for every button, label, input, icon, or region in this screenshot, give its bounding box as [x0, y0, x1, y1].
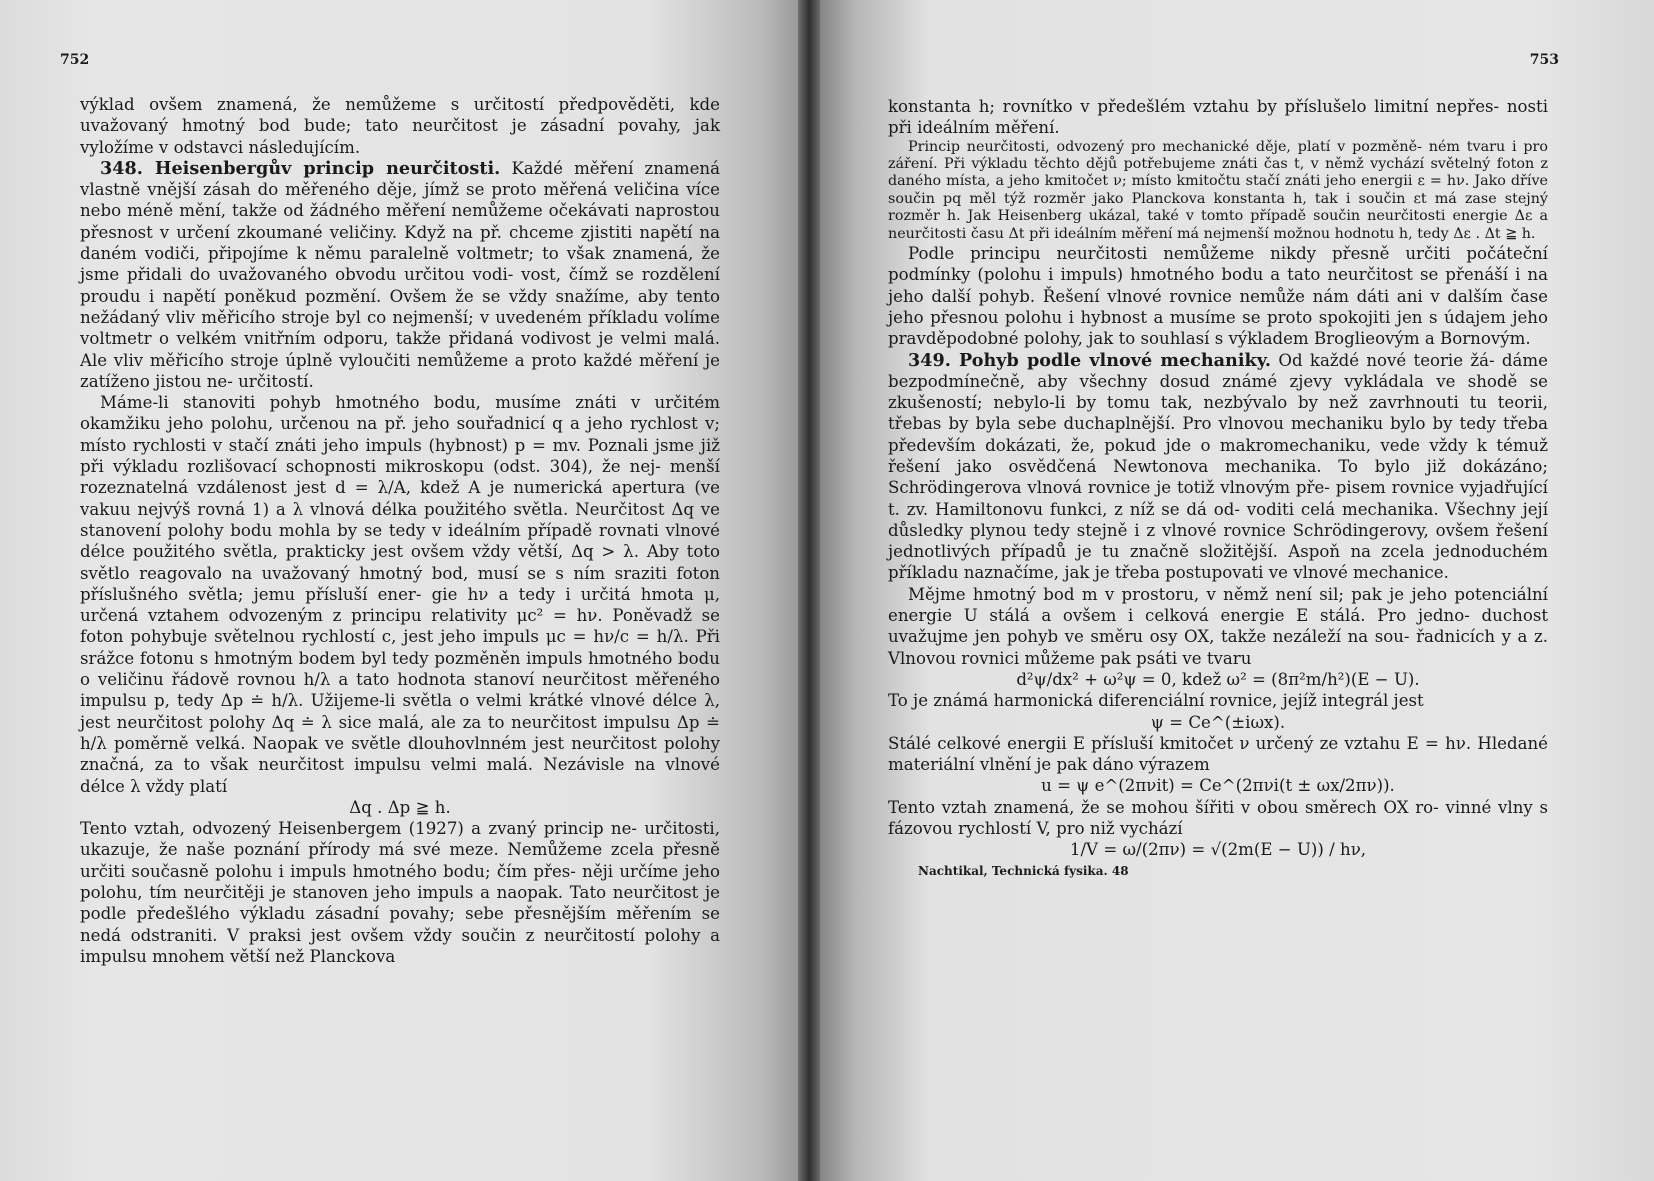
- footer: Nachtikal, Technická fysika. 48: [918, 863, 1129, 878]
- left-page-text: výklad ovšem znamená, že nemůžeme s určitostí předpověděti, kde uvažovaný hmotný bod bude; tato neurčitost je zásadní povahy, jak vyložíme v odstavci následujícím. 348. Heisenbergův princip neurčitosti. Každé měření znamená vlastně vnější zásah do měřeného děje, jímž se proto měřená veličina více nebo méně mění, takže od žádného měření nemůžeme očekávati naprostou přesnost v určení zkoumané veličiny. Když na př. chceme zjistiti napětí na daném vodiči, připojíme k němu paralelně voltmetr; to však znamená, že jsme přidali do uvažovaného obvodu určitou vodi- vost, čímž se rozdělení proudu i napětí poněkud pozmění. Ovšem že se vždy snažíme, aby tento nežádaný vliv měřicího stroje byl co nejmenší; v uvedeném příkladu volíme voltmetr o velkém vnitřním odporu, takže přidaná vodivost je velmi malá. Ale vliv měřicího stroje úplně vyloučiti nemůžeme a proto každé měření je zatíženo jistou ne- určitostí. Máme-li stanoviti pohyb hmotného bodu, musíme znáti v určitém okamžiku jeho polohu, určenou na př. jeho souřadnicí q a jeho rychlost v; místo rychlosti v stačí znáti jeho impuls (hybnost) p = mv. Poznali jsme již při výkladu rozlišovací schopnosti mikroskopu (odst. 304), že nej- menší rozeznatelná vzdálenost jest d = λ/A, kdež A je numerická apertura (ve vakuu nejvýš rovná 1) a λ vlnová délka použitého světla. Neurčitost Δq ve stanovení polohy bodu mohla by se tedy v ideálním případě rovnati vlnové délce použitého světla, prakticky jest ovšem vždy větší, Δq > λ. Aby toto světlo reagovalo na uvažovaný hmotný bod, musí se s ním sraziti foton příslušného světla; jemu přísluší ener- gie hν a tedy i určitá hmota μ, určená vztahem odvozeným z principu relativity μc² = hν. Poněvadž se foton pohybuje světelnou rychlostí c, jest jeho impuls μc = hν/c = h/λ. Při srážce fotonu s hmotným bodem byl tedy pozměněn impuls hmotného bodu o veličinu řádově rovnou h/λ a tato hodnota stanoví neurčitost měřeného impulsu p, tedy Δp ≐ h/λ. Užijeme-li světla o velmi krátké vlnové délce λ, jest neurčitost polohy Δq ≐ λ sice malá, ale za to neurčitost impulsu Δp ≐ h/λ poměrně velká. Naopak ve světle dlouhovlnném jest neurčitost polohy značná, za to však neurčitost impulsu velmi malá. Nezávisle na vlnové délce λ vždy platí Δq . Δp ≧ h. Tento vztah, odvozený Heisenbergem (1927) a zvaný princip ne- určitosti, ukazuje, že naše poznání přírody má své meze. Nemůžeme zcela přesně určiti současně polohu i impuls hmotného bodu; čím přes- něji určíme jeho polohu, tím neurčitěji je stanoven jeho impuls a naopak. Tato neurčitost je podle předešlého výkladu zásadní povahy; sebe přesnějším měřením se nedá odstraniti. V praksi jest ovšem vždy součin z neurčitostí polohy a impulsu mnohem větší než Planckova: [80, 95, 721, 966]
- equation: d²ψ/dx² + ω²ψ = 0, kdež ω² = (8π²m/h²)(E − U).: [1016, 669, 1420, 689]
- equation: ψ = Ce^(±iωx).: [1150, 712, 1286, 732]
- page-number: 752: [60, 52, 90, 68]
- right-page: [812, 0, 1654, 1181]
- equation: u = ψ e^(2πνit) = Ce^(2πνi(t ± ωx/2πν)).: [1041, 776, 1395, 796]
- section-title: 348. Heisenbergův princip neurčitosti.: [100, 157, 501, 179]
- section-title: 349. Pohyb podle vlnové mechaniky.: [908, 349, 1272, 371]
- equation: Δq . Δp ≧ h.: [349, 797, 451, 817]
- right-page-text: konstanta h; rovnítko v předešlém vztahu by příslušelo limitní nepřes- nosti při ideálním měření. Princip neurčitosti, odvozený pro mechanické děje, platí v pozměně- ném tvaru i pro záření. Při výkladu těchto dějů potřebujeme znáti čas t, v němž vychází světelný foton z daného místa, a jeho kmitočet ν; místo kmitočtu stačí znáti jeho energii ε = hν. Jako dříve součin pq měl týž rozměr jako Planckova konstanta h, tak i součin εt má zase stejný rozměr h. Jak Heisenberg ukázal, také v tomto případě součin neurčitosti energie Δε a neurčitosti času Δt při ideálním měření má nejmenší možnou hodnotu h, tedy Δε . Δt ≧ h. Podle principu neurčitosti nemůžeme nikdy přesně určiti počáteční podmínky (polohu i impuls) hmotného bodu a tato neurčitost se přenáší i na jeho další pohyb. Řešení vlnové rovnice nemůže nám dáti ani v dalším čase jeho přesnou polohu i hybnost a musíme se proto spokojiti jen s údajem jeho pravděpodobné polohy, jak to souhlasí s výkladem Broglieovým a Bornovým. 349. Pohyb podle vlnové mechaniky. Od každé nové teorie žá- dáme bezpodmínečně, aby všechny dosud známé zjevy vykládala ve shodě se zkušeností; nebylo-li by tomu tak, nezbývalo by než zavrhnouti tu teorii, třebas by byla sebe duchaplnější. Pro vlnovou mechaniku bylo by tedy třeba především dokázati, že, pokud jde o makromechaniku, vede vždy k témuž řešení jako osvědčená Newtonova mechanika. To bylo již dokázáno; Schrödingerova vlnová rovnice je totiž vlnovým pře- pisem rovnice vyjadřující t. zv. Hamiltonovu funkci, z níž se dá od- voditi celá mechanika. Všechny její důsledky plynou tedy stejně i z vlnové rovnice Schrödingerovy, ovšem řešení jednotlivých případů je tu značně složitější. Aspoň na zcela jednoduchém příkladu naznačíme, jak je třeba postupovati ve vlnové mechanice. Mějme hmotný bod m v prostoru, v němž není sil; pak je jeho potenciální energie U stálá a ovšem i celková energie E stálá. Pro jedno- duchost uvažujme jen pohyb ve směru osy OX, takže nezáleží na sou- řadnicích y a z. Vlnovou rovnici můžeme pak psáti ve tvaru d²ψ/dx² + ω²ψ = 0, kdež ω² = (8π²m/h²)(E − U). To je známá harmonická diferenciální rovnice, jejíž integrál jest ψ = Ce^(±iωx). Stálé celkové energii E přísluší kmitočet ν určený ze vztahu E = hν. Hledané materiální vlnění je pak dáno výrazem u = ψ e^(2πνit) = Ce^(2πνi(t ± ωx/2πν)). Tento vztah znamená, že se mohou šířiti v obou směrech OX ro- vinné vlny s fázovou rychlostí V, pro niž vychází 1/V = ω/(2πν) = √(2m(E − U)) / hν, Nachtikal, Technická fysika. 48: [888, 96, 1548, 882]
- equation: 1/V = ω/(2πν) = √(2m(E − U)) / hν,: [1069, 840, 1367, 860]
- page-number: 753: [1529, 52, 1559, 68]
- book-gutter: [798, 0, 820, 1181]
- left-page: [0, 0, 812, 1181]
